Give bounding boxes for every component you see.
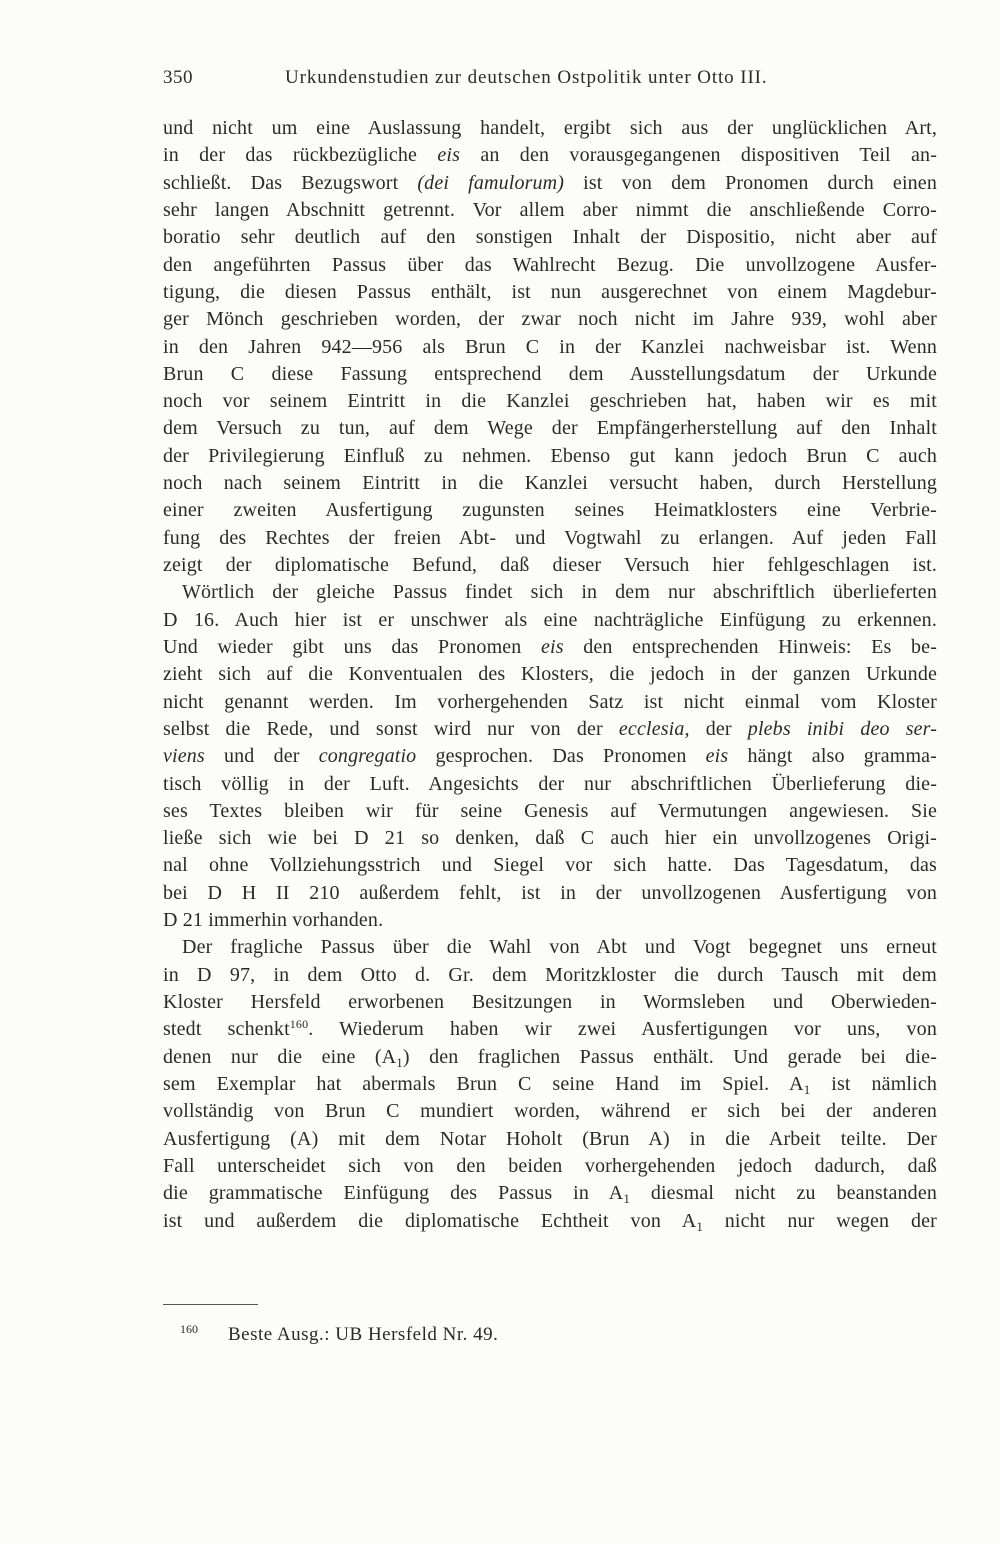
text-line: und nicht um eine Auslassung handelt, ergibt sich aus der unglücklichen Art, [163,117,937,139]
text-line: den angeführten Passus über das Wahlrecht Bezug. Die unvollzogene Ausfer- [163,253,937,276]
text-line: in den Jahren 942—956 als Brun C in der Kanzlei nachweisbar ist. Wenn [163,335,937,358]
text-line: tisch völlig in der Luft. Angesichts der nur abschriftlichen Überlieferung die- [163,772,937,795]
text-line: D 21 immerhin vorhanden. [163,909,384,932]
text-line: ses Textes bleiben wir für seine Genesis auf Vermutungen angewiesen. Sie [163,799,937,822]
text-line: die grammatische Einfügung des Passus in $A_1$ diesmal nicht zu beanstanden [163,1182,937,1207]
subscript: 1 [623,1191,630,1207]
running-head [163,64,937,92]
text-line: schließt. Das Bezugswort (dei famulorum) ist von dem Pronomen durch einen [163,171,937,194]
text-line: ließe sich wie bei D 21 so denken, daß C auch hier ein unvollzogenes Origi- [163,827,937,850]
text-line: zieht sich auf die Konventualen des Klosters, die jedoch in der ganzen Urkunde [163,663,937,686]
text-line: ger Mönch geschrieben worden, der zwar noch nicht im Jahre 939, wohl aber [163,308,937,331]
text-line: Brun C diese Fassung entsprechend dem Ausstellungsdatum der Urkunde [163,362,937,385]
text-line: Wörtlich der gleiche Passus findet sich in dem nur abschriftlich überlieferten [182,581,937,604]
italic-term: eis [437,144,461,167]
subscript: 1 [803,1081,811,1097]
italic-term: viens [163,745,205,768]
footnote [163,1322,937,1348]
text-line: D 16. Auch hier ist er unschwer als eine nachträgliche Einfügung zu erkennen. [163,608,937,631]
footnote-mark: 160 [180,1322,198,1336]
subscript: 1 [696,1218,703,1234]
text-line: ist und außerdem die diplomatische Echtheit von $A_1$ nicht nur wegen der [163,1209,937,1234]
text-line: Ausfertigung (A) mit dem Notar Hoholt (Brun A) in die Arbeit teilte. Der [163,1127,937,1150]
page-number: 350 [163,67,193,88]
paragraph [163,934,937,1234]
text-line: noch nach seinem Eintritt in die Kanzlei versucht haben, durch Herstellung [163,472,937,495]
text-line: einer zweiten Ausfertigung zugunsten seines Heimatklosters eine Verbrie- [163,499,937,522]
paragraph [163,115,937,579]
footnote-divider [163,1304,258,1305]
text-line: fung des Rechtes der freien Abt- und Vogtwahl zu erlangen. Auf jeden Fall [163,526,937,549]
italic-term: eis [705,745,729,768]
italic-term: (dei famulorum) [417,171,565,194]
text-line: Fall unterscheidet sich von den beiden vorhergehenden jedoch dadurch, daß [163,1154,937,1177]
italic-term: ecclesia [618,717,685,740]
text-line: in der das rückbezügliche eis an den vorausgegangenen dispositiven Teil an- [163,144,938,167]
text-line: denen nur die eine $(A_1)$ den fraglichen Passus enthält. Und gerade bei die- [163,1045,937,1070]
text-line: Kloster Hersfeld erworbenen Besitzungen in Wormsleben und Oberwieden- [163,991,937,1013]
text-line: sehr langen Abschnitt getrennt. Vor allem aber nimmt die anschließende Corro- [163,198,937,221]
text-line: in D 97, in dem Otto d. Gr. dem Moritzkloster die durch Tausch mit dem [163,963,937,986]
text-line: der Privilegierung Einfluß zu nehmen. Ebenso gut kann jedoch Brun C auch [163,444,937,467]
italic-term: eis [541,635,564,658]
footnote-reference: 160 [289,1017,309,1032]
text-line: noch vor seinem Eintritt in die Kanzlei geschrieben hat, haben wir es mit [163,390,937,413]
text-line: bei D H II 210 außerdem fehlt, ist in der unvollzogenen Ausfertigung von [163,881,937,904]
text-line: Und wieder gibt uns das Pronomen eis den entsprechenden Hinweis: Es be- [163,635,937,658]
footnote-text: Beste Ausg.: UB Hersfeld Nr. 49. [228,1324,499,1345]
subscript: 1 [396,1054,403,1070]
text-line: nal ohne Vollziehungsstrich und Siegel vor sich hatte. Das Tagesdatum, das [163,854,937,877]
text-line: zeigt der diplomatische Befund, daß dieser Versuch hier fehlgeschlagen ist. [163,554,937,576]
text-line: dem Versuch zu tun, auf dem Wege der Empfängerherstellung auf den Inhalt [163,417,937,440]
text-line: selbst die Rede, und sonst wird nur von der ecclesia, der plebs inibi deo ser- [163,717,938,740]
paragraph [163,579,937,934]
text-line: stedt schenkt$^{160}$. Wiederum haben wir zwei Ausfertigungen vor uns, von [163,1017,937,1041]
text-line: tigung, die diesen Passus enthält, ist nun ausgerechnet von einem Magdebur- [163,280,937,303]
running-title: Urkundenstudien zur deutschen Ostpolitik unter Otto III. [285,67,768,88]
italic-term: plebs inibi deo ser- [747,717,938,740]
text-line: viens und der congregatio gesprochen. Das Pronomen eis hängt also gramma- [163,745,937,768]
text-line: sem Exemplar hat abermals Brun C seine Hand im Spiel. $A_1$ ist nämlich [163,1072,938,1097]
text-line: Der fragliche Passus über die Wahl von Abt und Vogt begegnet uns erneut [182,936,937,959]
text-line: nicht genannt werden. Im vorhergehenden Satz ist nicht einmal vom Kloster [163,690,937,713]
text-line: vollständig von Brun C mundiert worden, während er sich bei der anderen [163,1100,937,1123]
italic-term: congregatio [318,745,417,768]
body-text [163,115,937,1235]
text-line: boratio sehr deutlich auf den sonstigen Inhalt der Dispositio, nicht aber auf [163,226,937,249]
